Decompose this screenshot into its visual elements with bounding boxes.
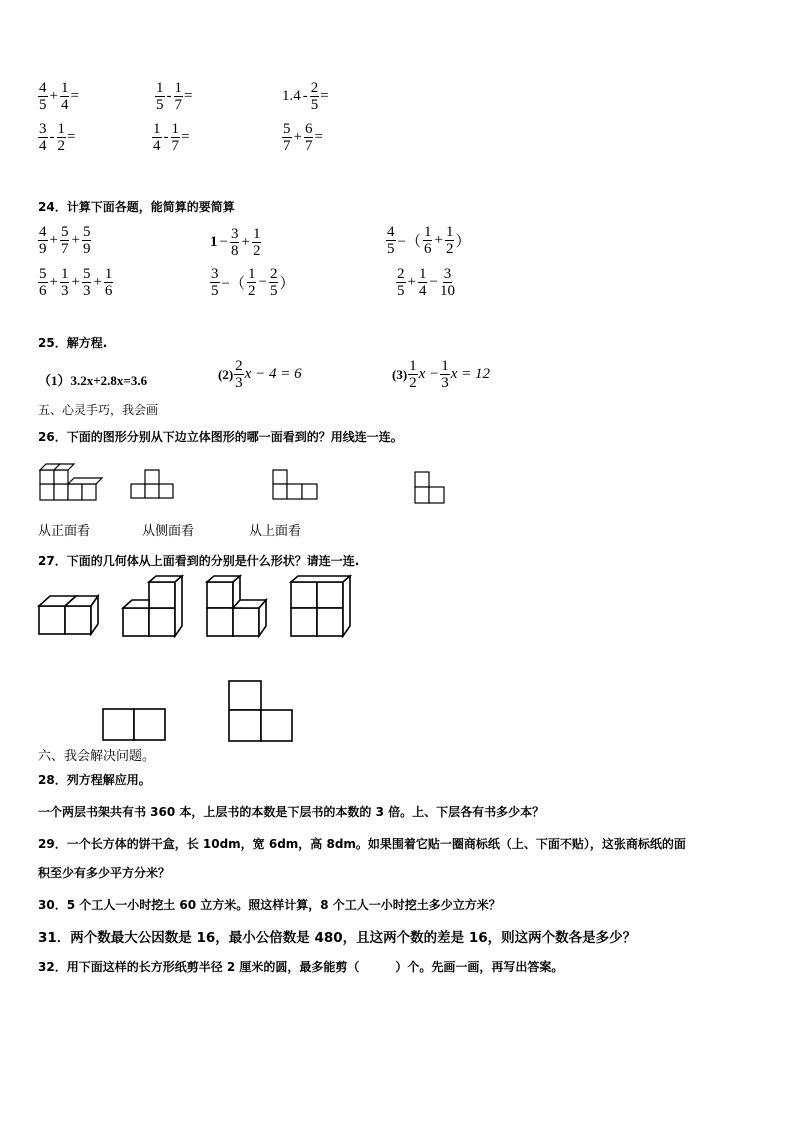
q29-line-1: 29．一个长方体的饼干盒，长 10dm，宽 6dm，高 8dm。如果围着它贴一圈商标纸（上、下面不贴），这张商标纸的面 — [38, 837, 686, 851]
q24-expr-2: 1 − $\frac{3}{8}$ + $\frac{1}{2}$ — [210, 226, 261, 259]
q24-expr-3: $\frac{4}{5}$ −（ $\frac{1}{6}$ + $\frac{1}{2}$ ） — [387, 224, 471, 257]
section-5-heading: 五、心灵手巧，我会画 — [38, 403, 159, 417]
q26-view-1 — [130, 468, 176, 500]
q27-top-view-1 — [102, 708, 166, 742]
q25-title: 25．解方程. — [38, 336, 108, 350]
q27-solid-2 — [122, 576, 184, 638]
q27-top-view-2 — [228, 680, 294, 742]
exercise-r1-c2: $\frac{1}{5}$ - $\frac{1}{7}$ = — [156, 80, 193, 113]
q27-solid-3 — [206, 576, 268, 638]
q24-expr-4: $\frac{5}{6}$ + $\frac{1}{3}$ + $\frac{5}{3}$ + $\frac{1}{6}$ — [39, 266, 113, 299]
q26-label-top: 从上面看 — [249, 524, 302, 539]
q28-text: 一个两层书架共有书 360 本，上层书的本数是下层书的本数的 3 倍。上、下层各有书多少本？ — [38, 805, 545, 819]
q26-label-front: 从正面看 — [38, 524, 91, 539]
exercise-r2-c2: $\frac{1}{4}$ - $\frac{1}{7}$ = — [153, 121, 190, 154]
q25-eq2: (2) $\frac{2}{3}$ x − 4 = 6 — [218, 358, 302, 391]
q27-title: 27．下面的几何体从上面看到的分别是什么形状？请连一连. — [38, 554, 360, 568]
exercise-r1-c3: 1.4 - $\frac{2}{5}$ = — [282, 80, 329, 113]
q24-title: 24．计算下面各题，能简算的要简算 — [38, 200, 235, 214]
q31-text: 31．两个数最大公因数是 16，最小公倍数是 480，且这两个数的差是 16，则这两个数各是多少？ — [38, 930, 637, 946]
q25-eq3: (3) $\frac{1}{2}$ x − $\frac{1}{3}$ x = 12 — [392, 358, 490, 391]
exercise-r2-c3: $\frac{5}{7}$ + $\frac{6}{7}$ = — [283, 121, 323, 154]
q26-view-3 — [414, 468, 448, 508]
q26-label-side: 从侧面看 — [142, 524, 195, 539]
q27-solid-4 — [290, 576, 352, 638]
q27-solid-1 — [38, 592, 100, 636]
q26-title: 26．下面的图形分别从下边立体图形的哪一面看到的？用线连一连。 — [38, 430, 403, 444]
exercise-r2-c1: $\frac{3}{4}$ - $\frac{1}{2}$ = — [39, 121, 76, 154]
q28-title: 28．列方程解应用。 — [38, 773, 151, 787]
exercise-r1-c1: $\frac{4}{5}$ + $\frac{1}{4}$ = — [39, 80, 79, 113]
section-6-heading: 六、我会解决问题。 — [38, 749, 156, 764]
q26-solid-figure — [38, 462, 100, 502]
q25-eq1: （1）3.2x+2.8x=3.6 — [38, 373, 148, 388]
q30-text: 30．5 个工人一小时挖土 60 立方米。照这样计算，8 个工人一小时挖土多少立方米？ — [38, 898, 501, 912]
q32-text: 32．用下面这样的长方形纸剪半径 2 厘米的圆，最多能剪（ ）个。先画一画，再写出答案。 — [38, 960, 564, 974]
q24-expr-6: $\frac{2}{5}$ + $\frac{1}{4}$ − $\frac{3}{10}$ — [397, 266, 455, 299]
q24-expr-1: $\frac{4}{9}$ + $\frac{5}{7}$ + $\frac{5}{9}$ — [39, 224, 91, 257]
q29-line-2: 积至少有多少平方分米？ — [38, 866, 171, 880]
q26-view-2 — [272, 468, 320, 502]
q24-expr-5: $\frac{3}{5}$ −（ $\frac{1}{2}$ − $\frac{2}{5}$ ） — [211, 266, 295, 299]
